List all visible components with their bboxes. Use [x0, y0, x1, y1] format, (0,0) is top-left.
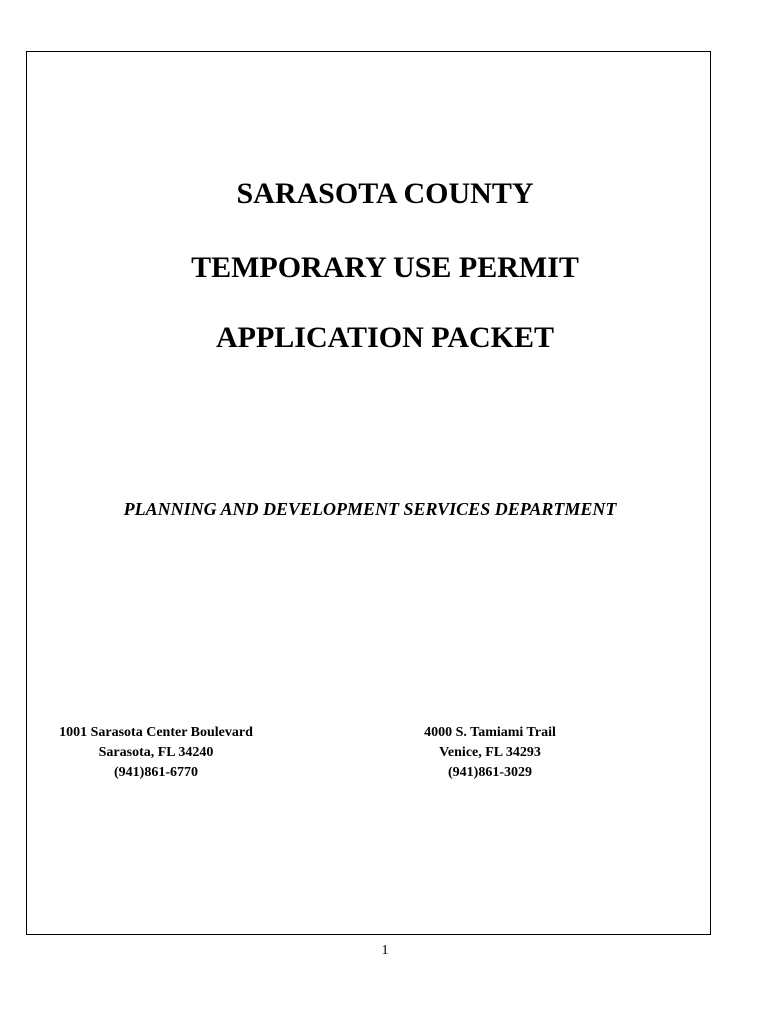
page-number: 1: [381, 943, 389, 958]
office-address-sarasota: [50, 723, 262, 783]
title-permit: TEMPORARY USE PERMIT: [191, 251, 579, 284]
office-phone: (941)861-6770: [114, 765, 198, 780]
office-street: 4000 S. Tamiami Trail: [424, 725, 556, 740]
title-county: SARASOTA COUNTY: [236, 177, 534, 210]
office-address-venice: [408, 723, 572, 783]
office-street: 1001 Sarasota Center Boulevard: [59, 725, 253, 740]
title-packet: APPLICATION PACKET: [215, 321, 555, 354]
department-name: PLANNING AND DEVELOPMENT SERVICES DEPARTMENT: [123, 499, 617, 519]
office-city: Sarasota, FL 34240: [98, 745, 214, 760]
office-phone: (941)861-3029: [448, 765, 532, 780]
office-city: Venice, FL 34293: [439, 745, 541, 760]
